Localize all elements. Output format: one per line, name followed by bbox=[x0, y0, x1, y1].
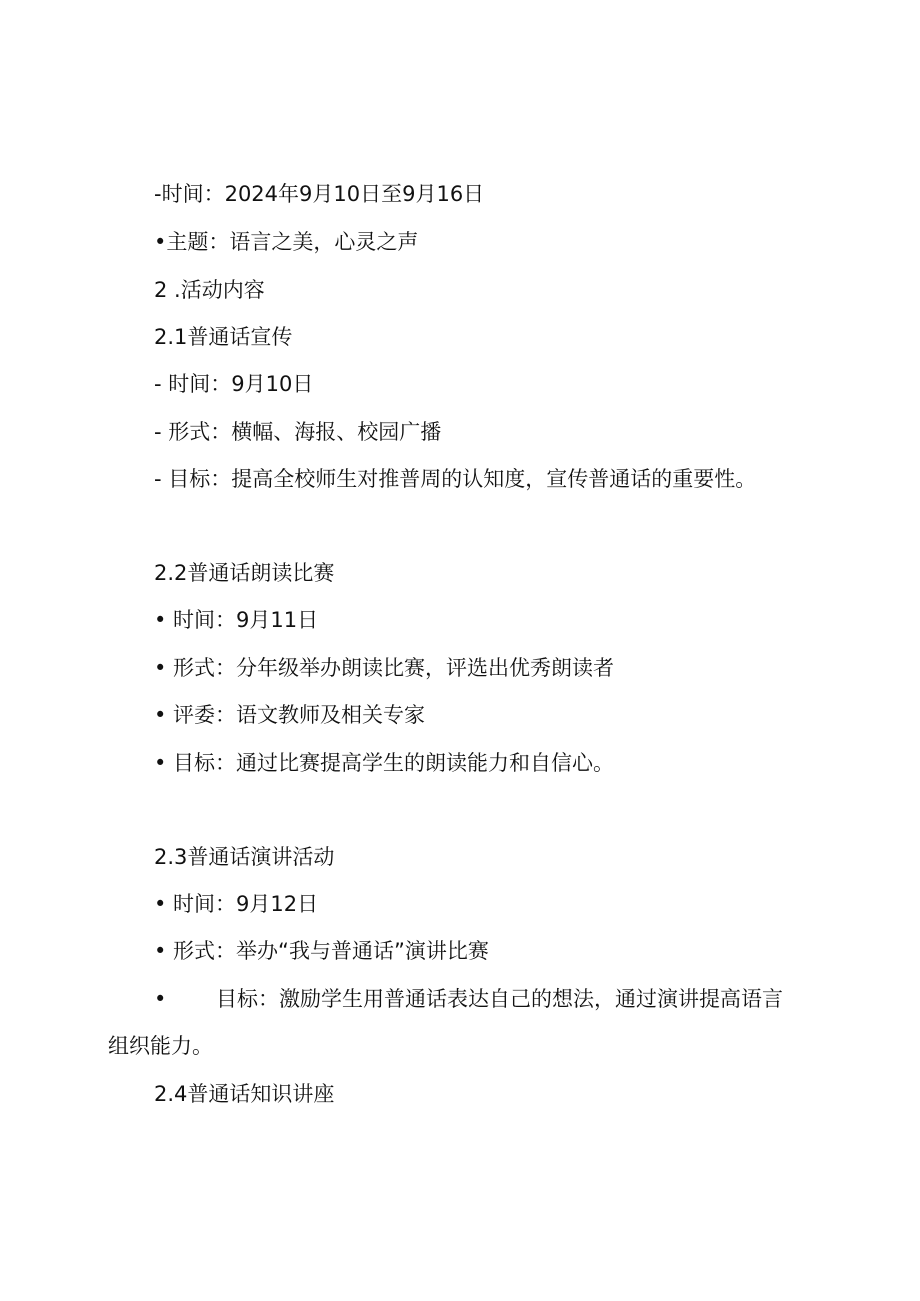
list-item: • 时间：9月11日 bbox=[154, 608, 319, 632]
subsection-title: 2.3普通话演讲活动 bbox=[154, 845, 335, 869]
list-item: • 评委：语文教师及相关专家 bbox=[154, 703, 426, 727]
section-heading: 2 .活动内容 bbox=[154, 278, 265, 302]
subsection-title: 2.4普通话知识讲座 bbox=[154, 1082, 335, 1106]
list-item: • 时间：9月12日 bbox=[154, 892, 319, 916]
time-range-line: -时间：2024年9月10日至9月16日 bbox=[154, 182, 485, 206]
list-item: • 形式：分年级举办朗读比赛，评选出优秀朗读者 bbox=[154, 656, 615, 680]
list-item: - 目标：提高全校师生对推普周的认知度，宣传普通话的重要性。 bbox=[154, 467, 757, 491]
theme-line: •主题：语言之美，心灵之声 bbox=[154, 230, 419, 254]
list-item: - 时间：9月10日 bbox=[154, 372, 314, 396]
list-item-text: 目标：激励学生用普通话表达自己的想法，通过演讲提高语言 bbox=[216, 987, 783, 1011]
list-item: • 目标：通过比赛提高学生的朗读能力和自信心。 bbox=[154, 751, 615, 775]
list-item: - 形式：横幅、海报、校园广播 bbox=[154, 420, 442, 444]
list-item: • 形式：举办“我与普通话”演讲比赛 bbox=[154, 939, 489, 963]
subsection-title: 2.2普通话朗读比赛 bbox=[154, 561, 335, 585]
list-bullet: • bbox=[154, 987, 167, 1011]
subsection-title: 2.1普通话宣传 bbox=[154, 325, 293, 349]
list-item-continuation: 组织能力。 bbox=[108, 1034, 213, 1058]
